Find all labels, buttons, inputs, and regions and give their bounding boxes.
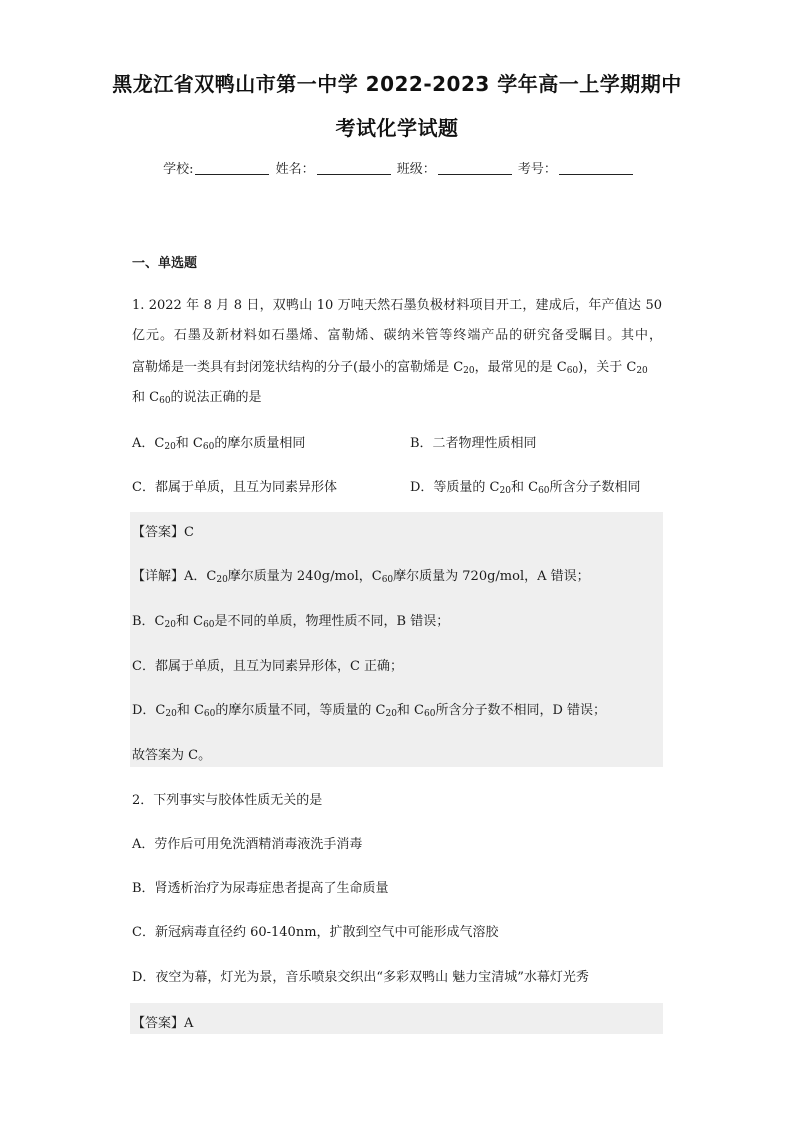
subscript: 60: [203, 620, 215, 630]
q1-answer: 【答案】C: [132, 525, 194, 540]
exam-number-blank[interactable]: [559, 161, 633, 175]
subscript: 20: [164, 442, 176, 452]
name-blank[interactable]: [317, 161, 391, 175]
subscript: 60: [202, 442, 215, 452]
text: B．C: [132, 614, 165, 629]
student-info-fields: [0, 158, 794, 177]
text: 和 C: [176, 703, 204, 718]
q1-explanation-line4: [132, 699, 606, 718]
text: 和 C: [510, 480, 539, 495]
subscript: 20: [165, 709, 177, 719]
q1-option-a[interactable]: [132, 432, 305, 451]
q1-explanation-line1: [132, 565, 590, 584]
q1-explanation-line5: 故答案为 C。: [132, 748, 212, 763]
subscript: 20: [636, 366, 648, 376]
q2-option-a[interactable]: A．劳作后可用免洗酒精消毒液洗手消毒: [132, 837, 363, 852]
text: 摩尔质量为 720g/mol，A 错误；: [393, 569, 590, 584]
q2-answer: 【答案】A: [132, 1016, 194, 1031]
school-blank[interactable]: [195, 161, 269, 175]
q1-option-c[interactable]: C．都属于单质，且互为同素异形体: [132, 480, 337, 495]
text: 摩尔质量为 240g/mol，C: [227, 569, 382, 584]
q2-option-b[interactable]: B．肾透析治疗为尿毒症患者提高了生命质量: [132, 881, 389, 896]
text: 和 C: [175, 436, 203, 451]
exam-number-label: 考号：: [517, 162, 557, 177]
q2-option-c[interactable]: C．新冠病毒直径约 60-140nm，扩散到空气中可能形成气溶胶: [132, 925, 499, 940]
text: 所含分子数不相同，D 错误；: [435, 703, 607, 718]
text: D．等质量的 C: [410, 480, 500, 495]
subscript: 60: [424, 709, 436, 719]
text: ，最常见的是 C: [474, 360, 567, 375]
q1-stem-line2: 亿元。石墨及新材料如石墨烯、富勒烯、碳纳米管等终端产品的研究备受瞩目。其中，: [132, 328, 662, 343]
text: )，关于 C: [578, 360, 637, 375]
text: 是不同的单质，物理性质不同，B 错误；: [214, 614, 450, 629]
q1-explanation-line2: [132, 610, 449, 629]
school-label: 学校:: [163, 162, 194, 177]
text: D．C: [132, 703, 166, 718]
text: 所含分子数相同: [549, 480, 641, 495]
q2-answer-block: [130, 1003, 663, 1034]
text: 的摩尔质量不同，等质量的 C: [215, 703, 386, 718]
subscript: 60: [203, 709, 216, 719]
text: 和 C: [396, 703, 425, 718]
subscript: 60: [381, 575, 394, 585]
text: A．C: [132, 436, 165, 451]
text: 和 C: [175, 614, 204, 629]
q2-stem: 2．下列事实与胶体性质无关的是: [132, 793, 323, 808]
q1-stem-line1: 1. 2022 年 8 月 8 日，双鸭山 10 万吨天然石墨负极材料项目开工，建成后，年产值达 50: [132, 298, 662, 313]
subscript: 60: [159, 396, 171, 406]
section-heading: 一、单选题: [132, 256, 198, 271]
q1-answer-block: [130, 512, 663, 767]
q1-stem-line3: [132, 356, 648, 375]
subscript: 20: [499, 486, 511, 496]
q1-explanation-line3: C．都属于单质，且互为同素异形体，C 正确；: [132, 659, 404, 674]
q1-stem-line4: [132, 386, 262, 405]
class-label: 班级：: [396, 162, 436, 177]
q2-option-d[interactable]: D．夜空为幕，灯光为景，音乐喷泉交织出“多彩双鸭山 魅力宝清城”水幕灯光秀: [132, 970, 589, 985]
text: 和 C: [132, 390, 160, 405]
name-label: 姓名：: [275, 162, 315, 177]
text: 【详解】A．C: [132, 569, 217, 584]
exam-title-line2: 考试化学试题: [335, 116, 459, 140]
q1-option-b[interactable]: B．二者物理性质相同: [410, 436, 537, 451]
subscript: 60: [538, 486, 550, 496]
q1-option-d[interactable]: [410, 476, 641, 495]
subscript: 20: [216, 575, 228, 585]
text: 富勒烯是一类具有封闭笼状结构的分子(最小的富勒烯是 C: [132, 360, 464, 375]
subscript: 20: [463, 366, 475, 376]
exam-title-line1: 黑龙江省双鸭山市第一中学 2022-2023 学年高一上学期期中: [112, 72, 682, 96]
text: 的说法正确的是: [170, 390, 262, 405]
subscript: 20: [385, 709, 397, 719]
subscript: 60: [566, 366, 579, 376]
subscript: 20: [164, 620, 176, 630]
class-blank[interactable]: [438, 161, 512, 175]
text: 的摩尔质量相同: [214, 436, 306, 451]
